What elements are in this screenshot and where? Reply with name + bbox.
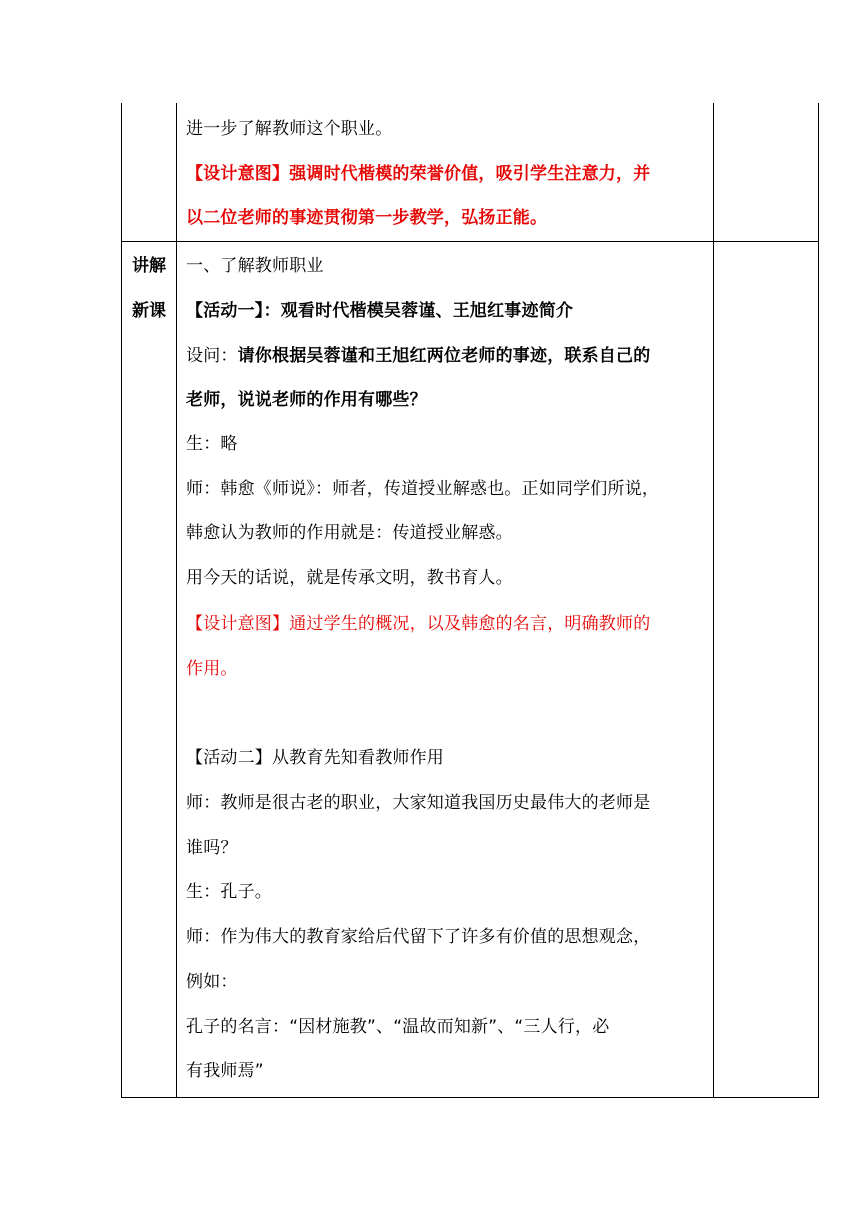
design-intent-line-2: 以二位老师的事迹贯彻第一步教学，弘扬正能。 (186, 208, 548, 228)
teacher-line-1b: 韩愈认为教师的作用就是：传道授业解惑。 (186, 523, 513, 543)
teacher-line-2a: 师：教师是很古老的职业，大家知道我国历史最伟大的老师是 (186, 793, 651, 813)
label-column-divider (176, 103, 177, 1098)
prev-row-text: 进一步了解教师这个职业。 (186, 119, 393, 139)
table-left-border (121, 103, 122, 1098)
question-line-1 (186, 344, 650, 368)
table-bottom-border (121, 1097, 819, 1098)
table-right-border (818, 103, 819, 1098)
row-label-line-1: 讲解 (132, 256, 166, 276)
section-heading: 一、了解教师职业 (186, 256, 324, 276)
design-intent-2-text: 通过学生的概况，以及韩愈的名言，明确教师的 (289, 614, 651, 634)
row-label-line-2: 新课 (132, 301, 166, 321)
quotes-line-1: 孔子的名言：“因材施教”、“温故而知新”、“三人行，必 (186, 1017, 610, 1037)
activity-one: 【活动一】：观看时代楷模吴蓉谨、王旭红事迹简介 (186, 301, 574, 321)
design-intent-2-line-2: 作用。 (186, 659, 238, 679)
quotes-line-2: 有我师焉” (186, 1061, 264, 1081)
student-answer-2: 生：孔子。 (186, 882, 272, 902)
activity-two: 【活动二】从教育先知看教师作用 (186, 748, 444, 768)
teacher-line-3a: 师：作为伟大的教育家给后代留下了许多有价值的思想观念， (186, 927, 651, 947)
today-line: 用今天的话说，就是传承文明，教书育人。 (186, 568, 513, 588)
teacher-line-2b: 谁吗？ (186, 838, 238, 858)
content-column-divider (713, 103, 714, 1098)
teacher-line-3b: 例如： (186, 972, 238, 992)
design-intent-line-1: 【设计意图】强调时代楷模的荣誉价值，吸引学生注意力，并 (186, 164, 651, 184)
question-text-1: 请你根据吴蓉谨和王旭红两位老师的事迹，联系自己的 (237, 346, 651, 366)
teacher-line-1a: 师：韩愈《师说》：师者，传道授业解惑也。正如同学们所说， (186, 479, 660, 499)
question-prefix: 设问： (186, 346, 238, 366)
design-intent-2-prefix: 【设计意图】 (186, 614, 290, 634)
row-divider (121, 241, 819, 242)
student-answer-1: 生：略 (186, 434, 238, 454)
question-line-2: 老师，说说老师的作用有哪些？ (186, 390, 427, 410)
design-intent-2-line-1 (186, 612, 650, 636)
